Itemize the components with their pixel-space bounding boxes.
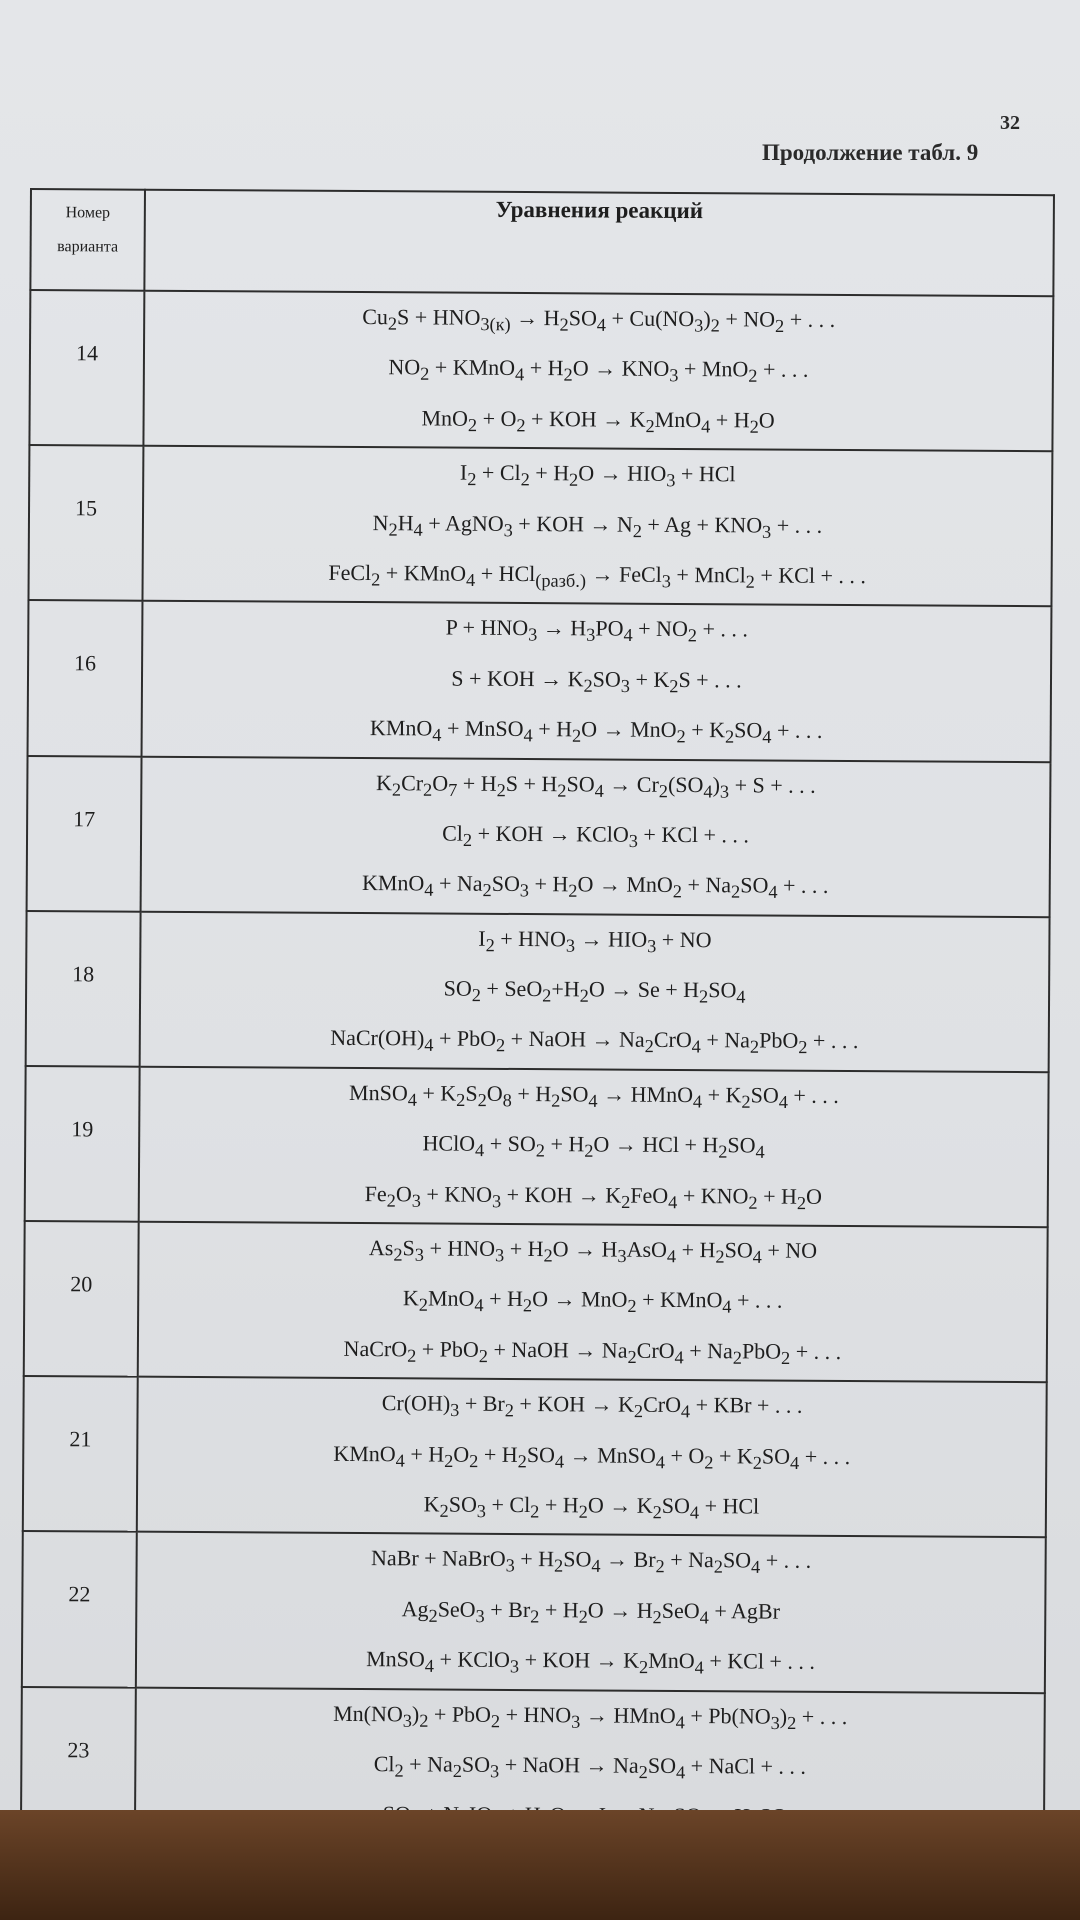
table-row: [28, 600, 1052, 761]
equations-cell: [142, 601, 1052, 762]
reaction-equation: $Cl_2 + Na_2SO_3$ + NaOH → $Na_2SO_4$ + NaCl + . . .: [373, 1751, 807, 1783]
variant-header-line2: варианта: [57, 238, 119, 256]
reaction-equation: $K_2SO_3 + Cl_2 + H_2O \to K_2SO_4$ + HCl: [423, 1491, 760, 1523]
table-body: [21, 290, 1053, 1848]
variant-column-header: [30, 189, 145, 291]
table-row: [26, 911, 1050, 1072]
reaction-equation: $I_2 + HNO_3 \to HIO_3$ + NO: [478, 925, 712, 956]
reaction-equation: NaBr + NaBrO$_3$ + $H_2SO_4 \to Br_2 + Na_2SO_4$ + . . .: [370, 1545, 812, 1578]
variant-number: 17: [27, 756, 142, 912]
table-row: [27, 756, 1051, 917]
table-row: [23, 1376, 1047, 1537]
reaction-equation: $As_2S_3 + HNO_3 + H_2O \to H_3AsO_4 + H_2SO_4$ + NO: [368, 1235, 818, 1267]
variant-number: 23: [21, 1687, 136, 1843]
desk-surface: [0, 1810, 1080, 1920]
table-header-row: [30, 189, 1054, 296]
reaction-equation: FeCl$_2$ + KMnO$_4$ + HCl$_{(разб.)}$ → FeCl$_3$ + MnCl$_2$ + KCl + . . .: [328, 559, 866, 592]
reaction-equation: $Fe_2O_3 + KNO_3$ + KOH → $K_2FeO_4 + KNO_2 + H_2O$: [364, 1180, 823, 1213]
reaction-equation: HClO$_4$ + $SO_2 + H_2O$ → HCl + $H_2SO_4$: [422, 1130, 765, 1163]
reaction-equation: KMnO$_4$ + MnSO$_4$ + $H_2O \to MnO_2 + K_2SO_4$ + . . .: [369, 715, 823, 748]
equations-cell: [140, 911, 1050, 1072]
reaction-equation: $NO_2$ + KMnO$_4$ + $H_2O \to KNO_3 + MnO_2$ + . . .: [388, 354, 809, 387]
variant-number: 19: [25, 1066, 140, 1222]
reaction-equation: $Cu_2S + HNO_{3(к)} \to H_2SO_4 + Cu(NO_3)_2 + NO_2$ + . . .: [362, 304, 836, 337]
reaction-equation: KMnO$_4$ + $Na_2SO_3 + H_2O \to MnO_2 + Na_2SO_4$ + . . .: [361, 870, 829, 903]
variant-number: 20: [24, 1221, 139, 1377]
reaction-equation: $N_2H_4$ + AgNO$_3$ + KOH → $N_2 + Ag + KNO_3$ + . . .: [372, 509, 823, 542]
variant-number: 21: [23, 1376, 138, 1532]
equations-cell: [136, 1532, 1046, 1693]
equations-cell: [138, 1222, 1048, 1383]
reactions-table: [20, 188, 1055, 1849]
reaction-equation: $NaCr(OH)_4 + PbO_2$ + NaOH → $Na_2CrO_4 + Na_2PbO_2$ + . . .: [330, 1025, 859, 1058]
reaction-equation: $I_2 + Cl_2 + H_2O \to HIO_3$ + HCl: [459, 459, 736, 491]
equations-cell: [139, 1067, 1049, 1228]
reaction-equation: $K_2MnO_4 + H_2O \to MnO_2$ + KMnO$_4$ + . . .: [402, 1285, 783, 1318]
reaction-equation: KMnO$_4$ + $H_2O_2 + H_2SO_4$ → MnSO$_4$ + $O_2 + K_2SO_4$ + . . .: [333, 1440, 851, 1473]
table-row: [28, 445, 1052, 606]
reaction-equation: MnSO$_4$ + KClO$_3$ + KOH → $K_2MnO_4$ + KCl + . . .: [366, 1646, 815, 1678]
reaction-equation: MnSO$_4$ + $K_2S_2O_8 + H_2SO_4$ → HMnO$_4$ + $K_2SO_4$ + . . .: [349, 1079, 839, 1112]
table-row: [29, 290, 1053, 451]
reaction-equation: $Mn(NO_3)_2 + PbO_2 + HNO_3$ → HMnO$_4$ + $Pb(NO_3)_2$ + . . .: [333, 1700, 848, 1733]
variant-number: 18: [26, 911, 141, 1067]
variant-number: 22: [22, 1531, 137, 1687]
equations-cell: [142, 446, 1052, 607]
variant-header-line1: Номер: [65, 204, 111, 222]
variant-number: 14: [29, 290, 144, 446]
variant-number: 15: [28, 445, 143, 601]
reaction-equation: $Cr(OH)_3 + Br_2$ + KOH → $K_2CrO_4$ + KBr + . . .: [381, 1390, 803, 1422]
reaction-equation: $K_2Cr_2O_7 + H_2S + H_2SO_4 \to Cr_2(SO_4)_3 + S$ + . . .: [375, 769, 816, 802]
reaction-equation: $MnO_2 + O_2$ + KOH → $K_2MnO_4 + H_2O$: [421, 405, 775, 437]
table-row: [24, 1221, 1048, 1382]
reaction-equation: NaCrO$_2$ + PbO$_2$ + NaOH → $Na_2CrO_4 + Na_2PbO_2$ + . . .: [343, 1335, 842, 1368]
table-row: [25, 1066, 1049, 1227]
reaction-equation: $P + HNO_3 \to H_3PO_4 + NO_2$ + . . .: [445, 614, 749, 646]
table-caption: Продолжение табл. 9: [762, 140, 979, 165]
reaction-equation: $SO_2 + SeO_2+H_2O \to Se + H_2SO_4$: [443, 975, 746, 1007]
equations-cell: [141, 756, 1051, 917]
equations-cell: [137, 1377, 1047, 1538]
equations-column-header: Уравнения реакций: [144, 190, 1054, 297]
reaction-equation: S + KOH → $K_2SO_3 + K_2S$ + . . .: [451, 665, 742, 697]
page-number: 32: [1000, 112, 1020, 134]
equations-cell: [143, 291, 1053, 452]
table-row: [22, 1531, 1046, 1692]
reaction-equation: $Cl_2$ + KOH → KClO$_3$ + KCl + . . .: [442, 820, 750, 852]
reaction-equation: $Ag_2SeO_3 + Br_2 + H_2O \to H_2SeO_4$ + AgBr: [401, 1596, 781, 1628]
variant-number: 16: [28, 600, 143, 756]
